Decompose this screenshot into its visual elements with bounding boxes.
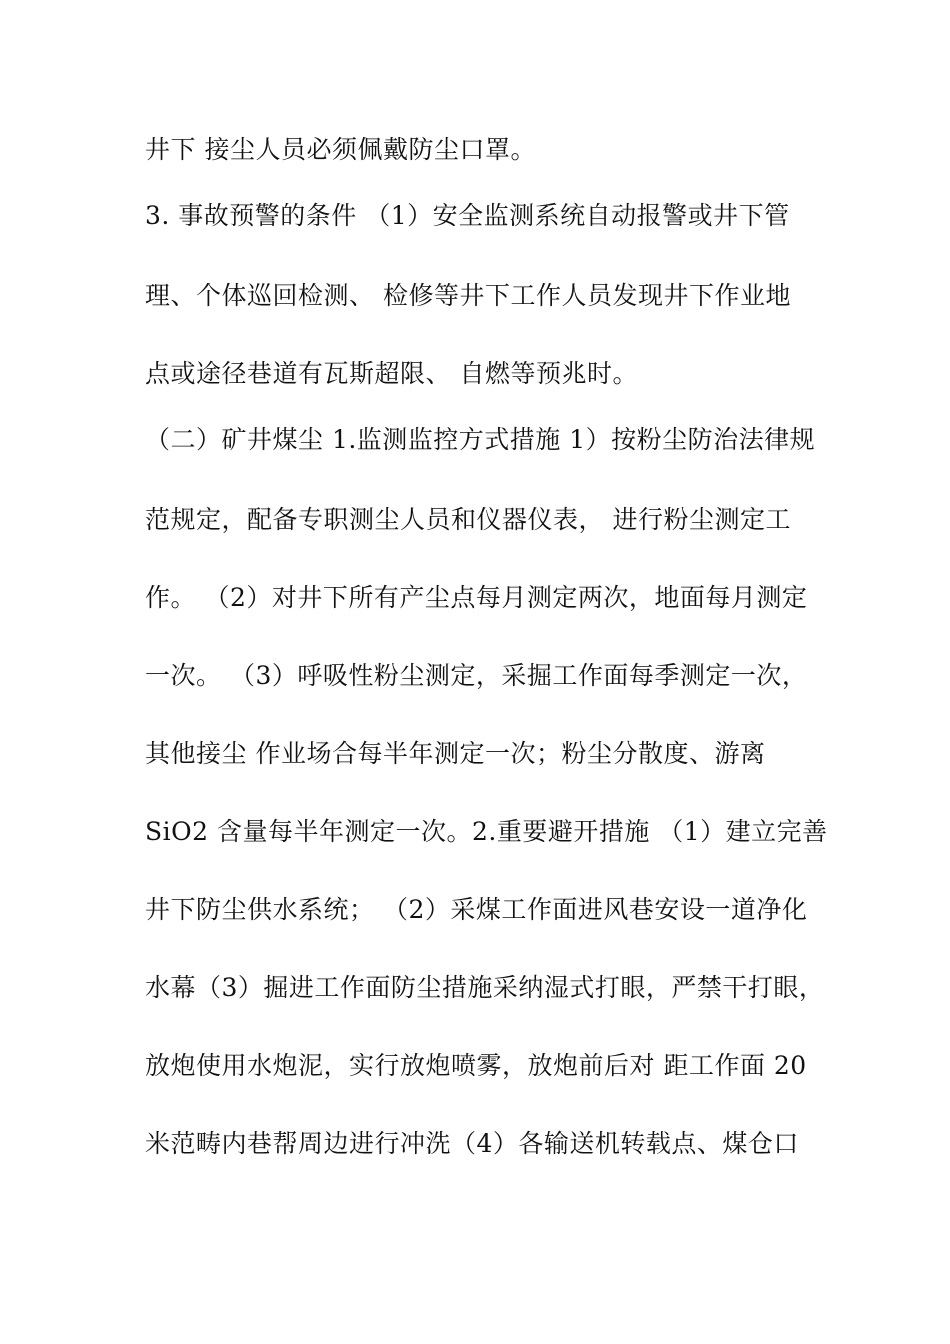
text-line: 水幕（3）掘进工作面防尘措施采纳湿式打眼，严禁干打眼， xyxy=(145,973,825,1002)
text-line: 井下防尘供水系统； （2）采煤工作面进风巷安设一道净化 xyxy=(145,895,808,924)
text-line: 放炮使用水炮泥，实行放炮喷雾，放炮前后对 距工作面 20 xyxy=(145,1051,807,1080)
text-line: SiO2 含量每半年测定一次。2.重要避开措施 （1）建立完善 xyxy=(145,817,828,846)
text-line: 点或途径巷道有瓦斯超限、 自燃等预兆时。 xyxy=(145,359,638,388)
text-line: （二）矿井煤尘 1.监测监控方式措施 1）按粉尘防治法律规 xyxy=(145,425,816,454)
text-line: 其他接尘 作业场合每半年测定一次；粉尘分散度、游离 xyxy=(145,739,766,768)
text-line: 3. 事故预警的条件 （1）安全监测系统自动报警或井下管 xyxy=(145,201,790,230)
text-line: 井下 接尘人员必须佩戴防尘口罩。 xyxy=(145,135,536,164)
text-line: 范规定，配备专职测尘人员和仪器仪表， 进行粉尘测定工 xyxy=(145,505,791,534)
text-line: 一次。 （3）呼吸性粉尘测定，采掘工作面每季测定一次， xyxy=(145,661,808,690)
text-line: 作。 （2）对井下所有产尘点每月测定两次，地面每月测定 xyxy=(145,583,808,612)
text-line: 米范畴内巷帮周边进行冲洗（4）各输送机转载点、煤仓口 xyxy=(145,1129,799,1158)
text-line: 理、个体巡回检测、 检修等井下工作人员发现井下作业地 xyxy=(145,281,791,310)
